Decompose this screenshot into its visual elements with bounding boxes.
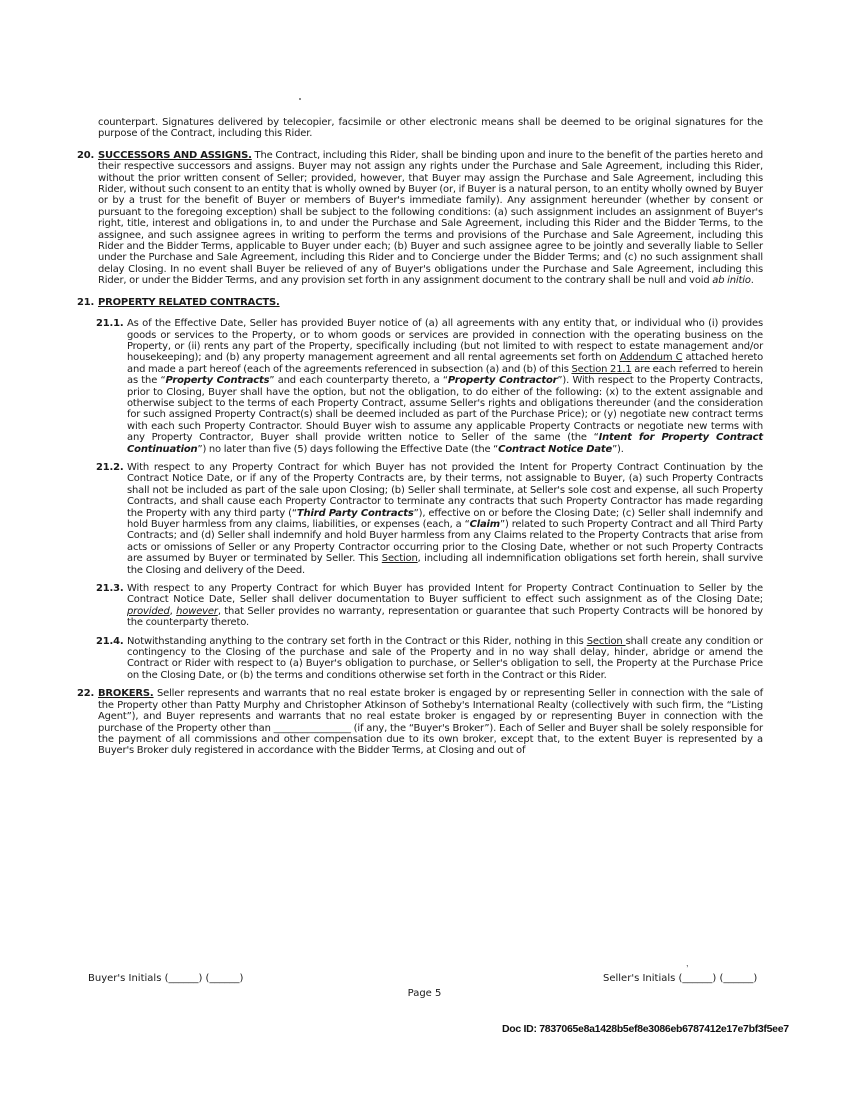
section-21-1-number: 21.1. <box>96 318 124 330</box>
addendum-c-ref: Addendum C <box>619 352 683 364</box>
carryover-paragraph: counterpart. Signatures delivered by telecopier, facsimile or other electronic means shall be deemed to be original signatures for the purpose of the Contract, including this Rider. <box>98 117 763 140</box>
section-21-1 <box>77 318 763 455</box>
section-20 <box>77 150 763 287</box>
section-20-heading: SUCCESSORS AND ASSIGNS. <box>98 149 252 161</box>
section-21-2 <box>77 462 763 576</box>
section-21-3 <box>77 583 763 629</box>
section-21-2-text-d: , including all indemnification obligations set forth herein, shall survive the Closing and delivery of the Deed. <box>127 553 764 576</box>
section-21-1-text-d: ” and each counterparty thereto, a “ <box>269 375 448 387</box>
doc-id: Doc ID: 7837065e8a1428b5ef8e3086eb6787412e17e7bf3f5ee7 <box>502 1023 789 1035</box>
section-21-3-text-b: , that Seller provides no warranty, representation or guarantee that such Property Contracts will be honored by the counterparty thereto. <box>127 605 763 629</box>
section-21-2-text-b: ”), effective on or before the Closing Date; (c) Seller shall indemnify and hold Buyer harmless from any claims, liabilities, or expenses (each, a “ <box>127 507 763 530</box>
section-21-3-comma: , <box>169 605 177 617</box>
section-21-2-text-c: ”) related to such Property Contract and all Third Party Contracts; and (d) Seller shall indemnify and hold Buyer harmless from any Claims related to the Property Contracts that arise from acts or omissions of Seller or any Property Contractor occurring prior to the Closing Date, whether or not such Property Contracts are assumed by Buyer or terminated by Seller. This <box>127 519 764 565</box>
section-21-2-text-a: With respect to any Property Contract for which Buyer has not provided the Intent for Property Contract Continuation by the Contract Notice Date, or if any of the Property Contracts are, by their terms, not assignable to Buyer, (a) such Property Contracts shall not be included as part of the sale upon Closing; (b) Seller shall terminate, at Seller's sole cost and expense, all such Property Contracts, and shall cause each Property Contractor to terminate any contracts that such Property Contractor has made regarding the Property with any third party (“ <box>127 461 763 519</box>
section-21-3-text-a: With respect to any Property Contract for which Buyer has provided Intent for Property Contract Continuation to Seller by the Contract Notice Date, Seller shall deliver documentation to Buyer sufficient to effect such assignment as of the Closing Date; <box>127 583 763 606</box>
section-22-heading: BROKERS. <box>98 688 154 700</box>
term-property-contractor: Property Contractor <box>447 375 558 387</box>
section-20-number: 20. <box>77 149 95 161</box>
section-21-1-text-b: attached hereto and made a part hereof (each of the agreements referenced in subsection (a) and (b) of this <box>127 352 763 375</box>
section-21-1-text-g: ”). <box>612 443 624 455</box>
tick-mark: , <box>686 958 689 968</box>
section-20-end: . <box>750 275 754 287</box>
section-21-number: 21. <box>77 296 95 308</box>
section-21-1-text-a: As of the Effective Date, Seller has provided Buyer notice of (a) all agreements with any entity that, or individual who (i) provides goods or services to the Property, or to whom goods or services are provided in connection with the operating business on the Property, or (ii) rents any part of the Property, specifically including (but not limited to with respect to estate management and/or housekeeping); and (b) any property management agreement and all rental agreements set forth on <box>127 318 763 364</box>
section-21-1-text-f: ”) no later than five (5) days following the Effective Date (the “ <box>197 443 499 455</box>
section-21-1-text-c: are each referred to herein as the “ <box>127 363 763 387</box>
section-20-body: The Contract, including this Rider, shall be binding upon and inure to the benefit of the parties hereto and their respective successors and assigns. Buyer may not assign any rights under the Purchase and Sale Agreement, including this Rider, without the prior written consent of Seller; provided, however, that Buyer may assign the Purchase and Sale Agreement, including this Rider, without such consent to an entity that is wholly owned by Buyer (or, if Buyer is a natural person, to an entity wholly owned by Buyer or by a trust for the benefit of Buyer or members of Buyer's immediate family). Any assignment hereunder (whether by consent or pursuant to the foregoing exception) shall be subject to the following conditions: (a) such assignment includes an assignment of Buyer's right, title, interest and obligations in, to and under the Purchase and Sale Agreement, including this Rider and the Bidder Terms, to the assignee, and such assignee agrees in writing to perform the terms and provisions of the Purchase and Sale Agreement, including this Rider and the Bidder Terms, applicable to Buyer under each; (b) Buyer and such assignee agree to be jointly and severally liable to Seller under the Purchase and Sale Agreement, including this Rider and to Concierge under the Bidder Terms; and (c) no such assignment shall delay Closing. In no event shall Buyer be relieved of any of Buyer's obligations under the Purchase and Sale Agreement, including this Rider, or under the Bidder Terms, and any provision set forth in any assignment document to the contrary shall be null and void <box>98 149 764 287</box>
section-21-3-number: 21.3. <box>96 583 124 595</box>
section-ref-blank: Section <box>586 635 626 647</box>
document-body <box>77 117 763 757</box>
section-21-4-text-b: shall create any condition or contingency to the Closing of the purchase and sale of the Property and in no way shall delay, hinder, abridge or amend the Contract or Rider with respect to (a) Buyer's obligation to purchase, or Seller's obligation to sell, the Property at the Purchase Price on the Closing Date, or (b) the terms and conditions otherwise set forth in the Contract or this Rider. <box>127 635 763 681</box>
stray-mark <box>299 98 301 100</box>
section-21-1-text-e: ”). With respect to the Property Contracts, prior to Closing, Buyer shall have the option, but not the obligation, to do either of the following: (x) to the extent assignable and otherwise subject to the terms of each Property Contract, assume Seller's rights and obligations thereunder (and the consideration for such assigned Property Contract(s) shall be deemed included as part of the Purchase Price); or (y) negotiate new contract terms with each such Property Contractor. Should Buyer wish to assume any applicable Property Contracts or negotiate new terms with any Property Contractor, Buyer shall provide written notice to Seller of the same (the “ <box>127 375 763 444</box>
section-21-heading-row <box>77 297 763 308</box>
section-22 <box>77 688 763 756</box>
term-claim: Claim <box>469 519 500 530</box>
term-third-party-contracts: Third Party Contracts <box>296 507 414 519</box>
section-22-number: 22. <box>77 688 95 700</box>
section-21-2-number: 21.2. <box>96 461 124 473</box>
section-21-heading: PROPERTY RELATED CONTRACTS. <box>98 296 280 308</box>
seller-initials: Seller's Initials (______) (______) <box>603 973 758 984</box>
term-property-contracts: Property Contracts <box>165 375 270 387</box>
section-20-ab-initio: ab initio <box>712 275 751 287</box>
page-number: Page 5 <box>407 988 442 999</box>
term-provided: provided <box>127 605 170 617</box>
section-21-4 <box>77 636 763 682</box>
section-21-4-text-a: Notwithstanding anything to the contrary set forth in the Contract or this Rider, nothing in this <box>127 635 587 647</box>
section-ref: Section <box>381 553 418 565</box>
section-21-4-number: 21.4. <box>96 635 124 647</box>
section-22-body: Seller represents and warrants that no real estate broker is engaged by or representing Seller in connection with the sale of the Property other than Patty Murphy and Christopher Atkinson of Sotheby's International Realty (collectively with such firm, the “Listing Agent”), and Buyer represents and warrants that no real estate broker is engaged by or representing Buyer in connection with the purchase of the Property other than ________________ (if any, the “Buyer's Broker”). Each of Seller and Buyer shall be solely responsible for the payment of all commissions and other compensation due to its own broker, except that, to the extent Buyer is represented by a Buyer's Broker duly registered in accordance with the Bidder Terms, at Closing and out of <box>98 688 763 757</box>
term-intent-continuation: Intent for Property Contract Continuation <box>127 432 763 455</box>
section-21-1-ref: Section 21.1 <box>571 363 632 375</box>
term-however: however <box>176 605 218 617</box>
term-contract-notice-date: Contract Notice Date <box>498 443 613 455</box>
buyer-initials: Buyer's Initials (______) (______) <box>88 973 244 984</box>
